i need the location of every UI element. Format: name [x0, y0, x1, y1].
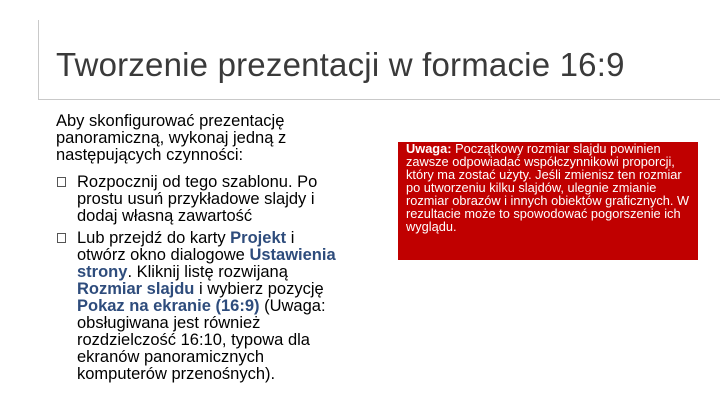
square-bullet-icon — [57, 233, 66, 243]
bullet-text: i otwórz okno dialogowe — [77, 229, 295, 264]
bullet-text: (Uwaga: obsługiwana jest również rozdzielczość 16:10, typowa dla ekranów panoramicznych komputerów przenośnych). — [77, 297, 326, 383]
keyword-ustawienia-strony: Ustawienia strony — [77, 246, 336, 281]
square-bullet-icon — [57, 177, 66, 187]
title-area — [0, 0, 720, 100]
note-label: Uwaga: — [406, 141, 452, 156]
bullet-text: Rozpocznij od tego szablonu. Po prostu usuń przykładowe slajdy i dodaj własną zawartość — [77, 173, 318, 225]
body-text — [56, 113, 356, 388]
list-item — [56, 230, 347, 383]
keyword-pokaz-na-ekranie: Pokaz na ekranie (16:9) — [77, 297, 260, 315]
bullet-text: Lub przejdź do karty — [77, 229, 231, 247]
title-horizontal-rule — [38, 99, 720, 100]
note-text: Początkowy rozmiar slajdu powinien zawsze odpowiadać współczynnikowi proporcji, który ma zostać użyty. Jeśli zmienisz ten rozmiar po utworzeniu kilku slajdów, ulegnie zmianie rozmiar obrazów i innych obiektów graficznych. W rezultacie może to spowodować pogorszenie ich wyglądu. — [406, 141, 690, 234]
slide-title: Tworzenie prezentacji w formacie 16:9 — [56, 46, 625, 83]
note-box — [398, 142, 698, 260]
keyword-rozmiar-slajdu: Rozmiar slajdu — [77, 280, 195, 298]
bullet-text: . Kliknij listę rozwijaną — [127, 263, 288, 281]
title-vertical-rule — [38, 20, 39, 100]
list-item — [56, 174, 347, 225]
intro-paragraph: Aby skonfigurować prezentację panoramiczną, wykonaj jedną z następujących czynności: — [56, 112, 287, 164]
keyword-projekt: Projekt — [230, 229, 287, 247]
bullet-list — [56, 174, 356, 383]
bullet-text: i wybierz pozycję — [194, 280, 324, 298]
